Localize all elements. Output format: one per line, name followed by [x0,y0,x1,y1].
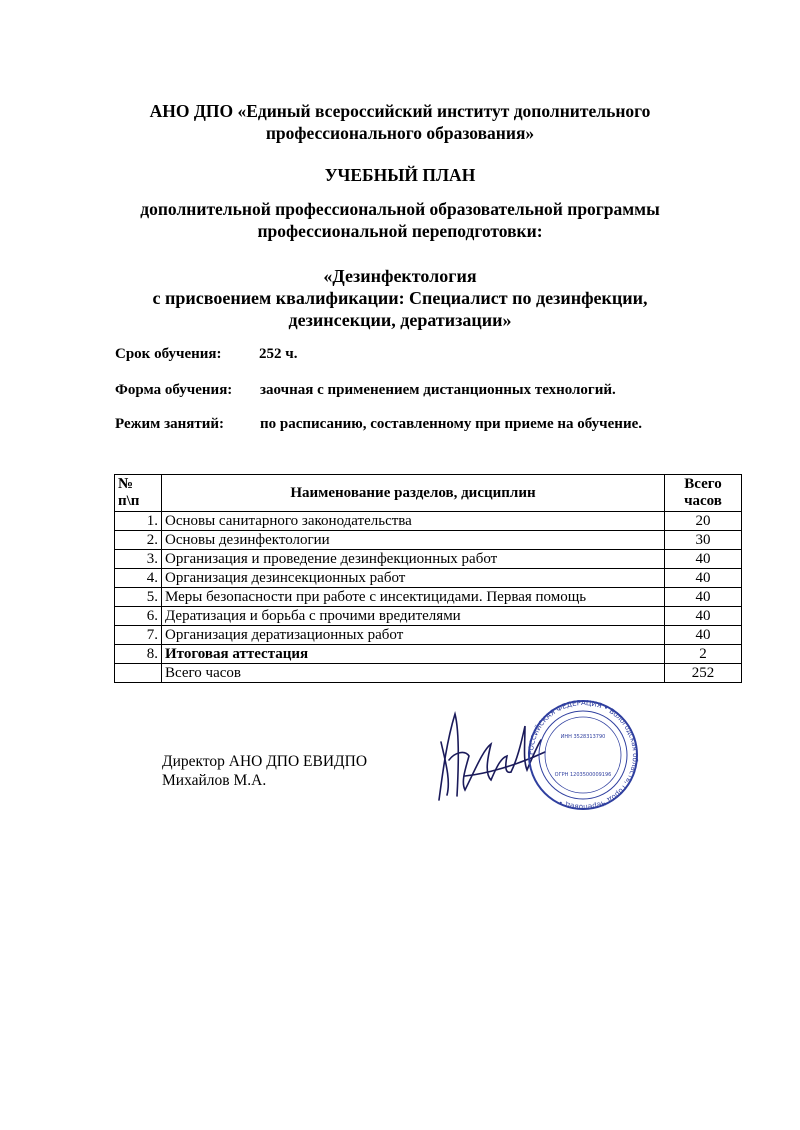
mode-value: по расписанию, составленному при приеме на обучение. [260,416,642,432]
course-line-1: «Дезинфектология [323,266,477,286]
row-hours: 2 [665,645,742,664]
org-line-1: АНО ДПО «Единый всероссийский институт дополнительного [149,101,651,121]
stamp-ogrn: ОГРН 1203500009196 [554,772,612,778]
row-name: Основы санитарного законодательства [162,512,665,531]
duration-value: 252 ч. [259,346,298,362]
program-description [0,198,800,242]
total-num-empty [115,664,162,683]
total-label: Всего часов [162,664,665,683]
form-value: заочная с применением дистанционных технологий. [260,382,616,398]
row-name: Организация дезинсекционных работ [162,569,665,588]
row-hours: 40 [665,626,742,645]
mode-row [115,416,642,433]
table-row [115,512,742,531]
course-line-2: с присвоением квалификации: Специалист по дезинфекции, [152,288,648,308]
org-line-2: профессионального образования» [265,123,535,143]
table-header-row [115,475,742,512]
stamp-outer-text: РОССИЙСКАЯ ФЕДЕРАЦИЯ • Вологодская область, город Череповец • [526,700,640,812]
form-row [115,382,616,399]
row-name: Основы дезинфектологии [162,531,665,550]
row-hours: 20 [665,512,742,531]
table-row [115,607,742,626]
header-num: № п\п [115,475,162,512]
row-name: Итоговая аттестация [162,645,665,664]
row-name: Дератизация и борьба с прочими вредителями [162,607,665,626]
row-num: 6. [115,607,162,626]
row-hours: 40 [665,550,742,569]
mode-label: Режим занятий: [115,416,225,432]
row-num: 8. [115,645,162,664]
table-row [115,626,742,645]
table-total-row [115,664,742,683]
row-num: 5. [115,588,162,607]
table-row [115,588,742,607]
row-name: Организация и проведение дезинфекционных работ [162,550,665,569]
form-label: Форма обучения: [115,382,233,398]
table-row [115,569,742,588]
header-name: Наименование разделов, дисциплин [162,475,665,512]
doc-title: УЧЕБНЫЙ ПЛАН [324,165,476,185]
director-position: Директор АНО ДПО ЕВИДПО [162,753,368,770]
header-hours-line-1: Всего [684,476,722,492]
curriculum-table [114,474,742,683]
row-num: 2. [115,531,162,550]
row-name: Организация дератизационных работ [162,626,665,645]
course-title [0,265,800,331]
row-num: 3. [115,550,162,569]
duration-row [115,346,298,363]
program-line-1: дополнительной профессиональной образовательной программы [140,199,660,219]
row-name: Меры безопасности при работе с инсектицидами. Первая помощь [162,588,665,607]
signature-graphic [425,700,640,815]
row-num: 1. [115,512,162,531]
document-title [0,164,800,186]
director-name: Михайлов М.А. [162,772,267,789]
course-line-3: дезинсекции, дератизации» [288,310,512,330]
header-hours [665,475,742,512]
signature-block [162,752,367,790]
total-hours: 252 [665,664,742,683]
row-hours: 40 [665,569,742,588]
program-line-2: профессиональной переподготовки: [257,221,543,241]
duration-label: Срок обучения: [115,346,222,362]
row-num: 4. [115,569,162,588]
table-row [115,550,742,569]
organization-title [0,100,800,144]
row-hours: 40 [665,607,742,626]
row-hours: 40 [665,588,742,607]
table-row [115,531,742,550]
row-num: 7. [115,626,162,645]
stamp-inn: ИНН 3528313790 [560,734,606,740]
row-hours: 30 [665,531,742,550]
table-row [115,645,742,664]
signature-and-stamp [425,700,640,815]
stamp [527,700,639,811]
header-hours-line-2: часов [684,493,722,509]
